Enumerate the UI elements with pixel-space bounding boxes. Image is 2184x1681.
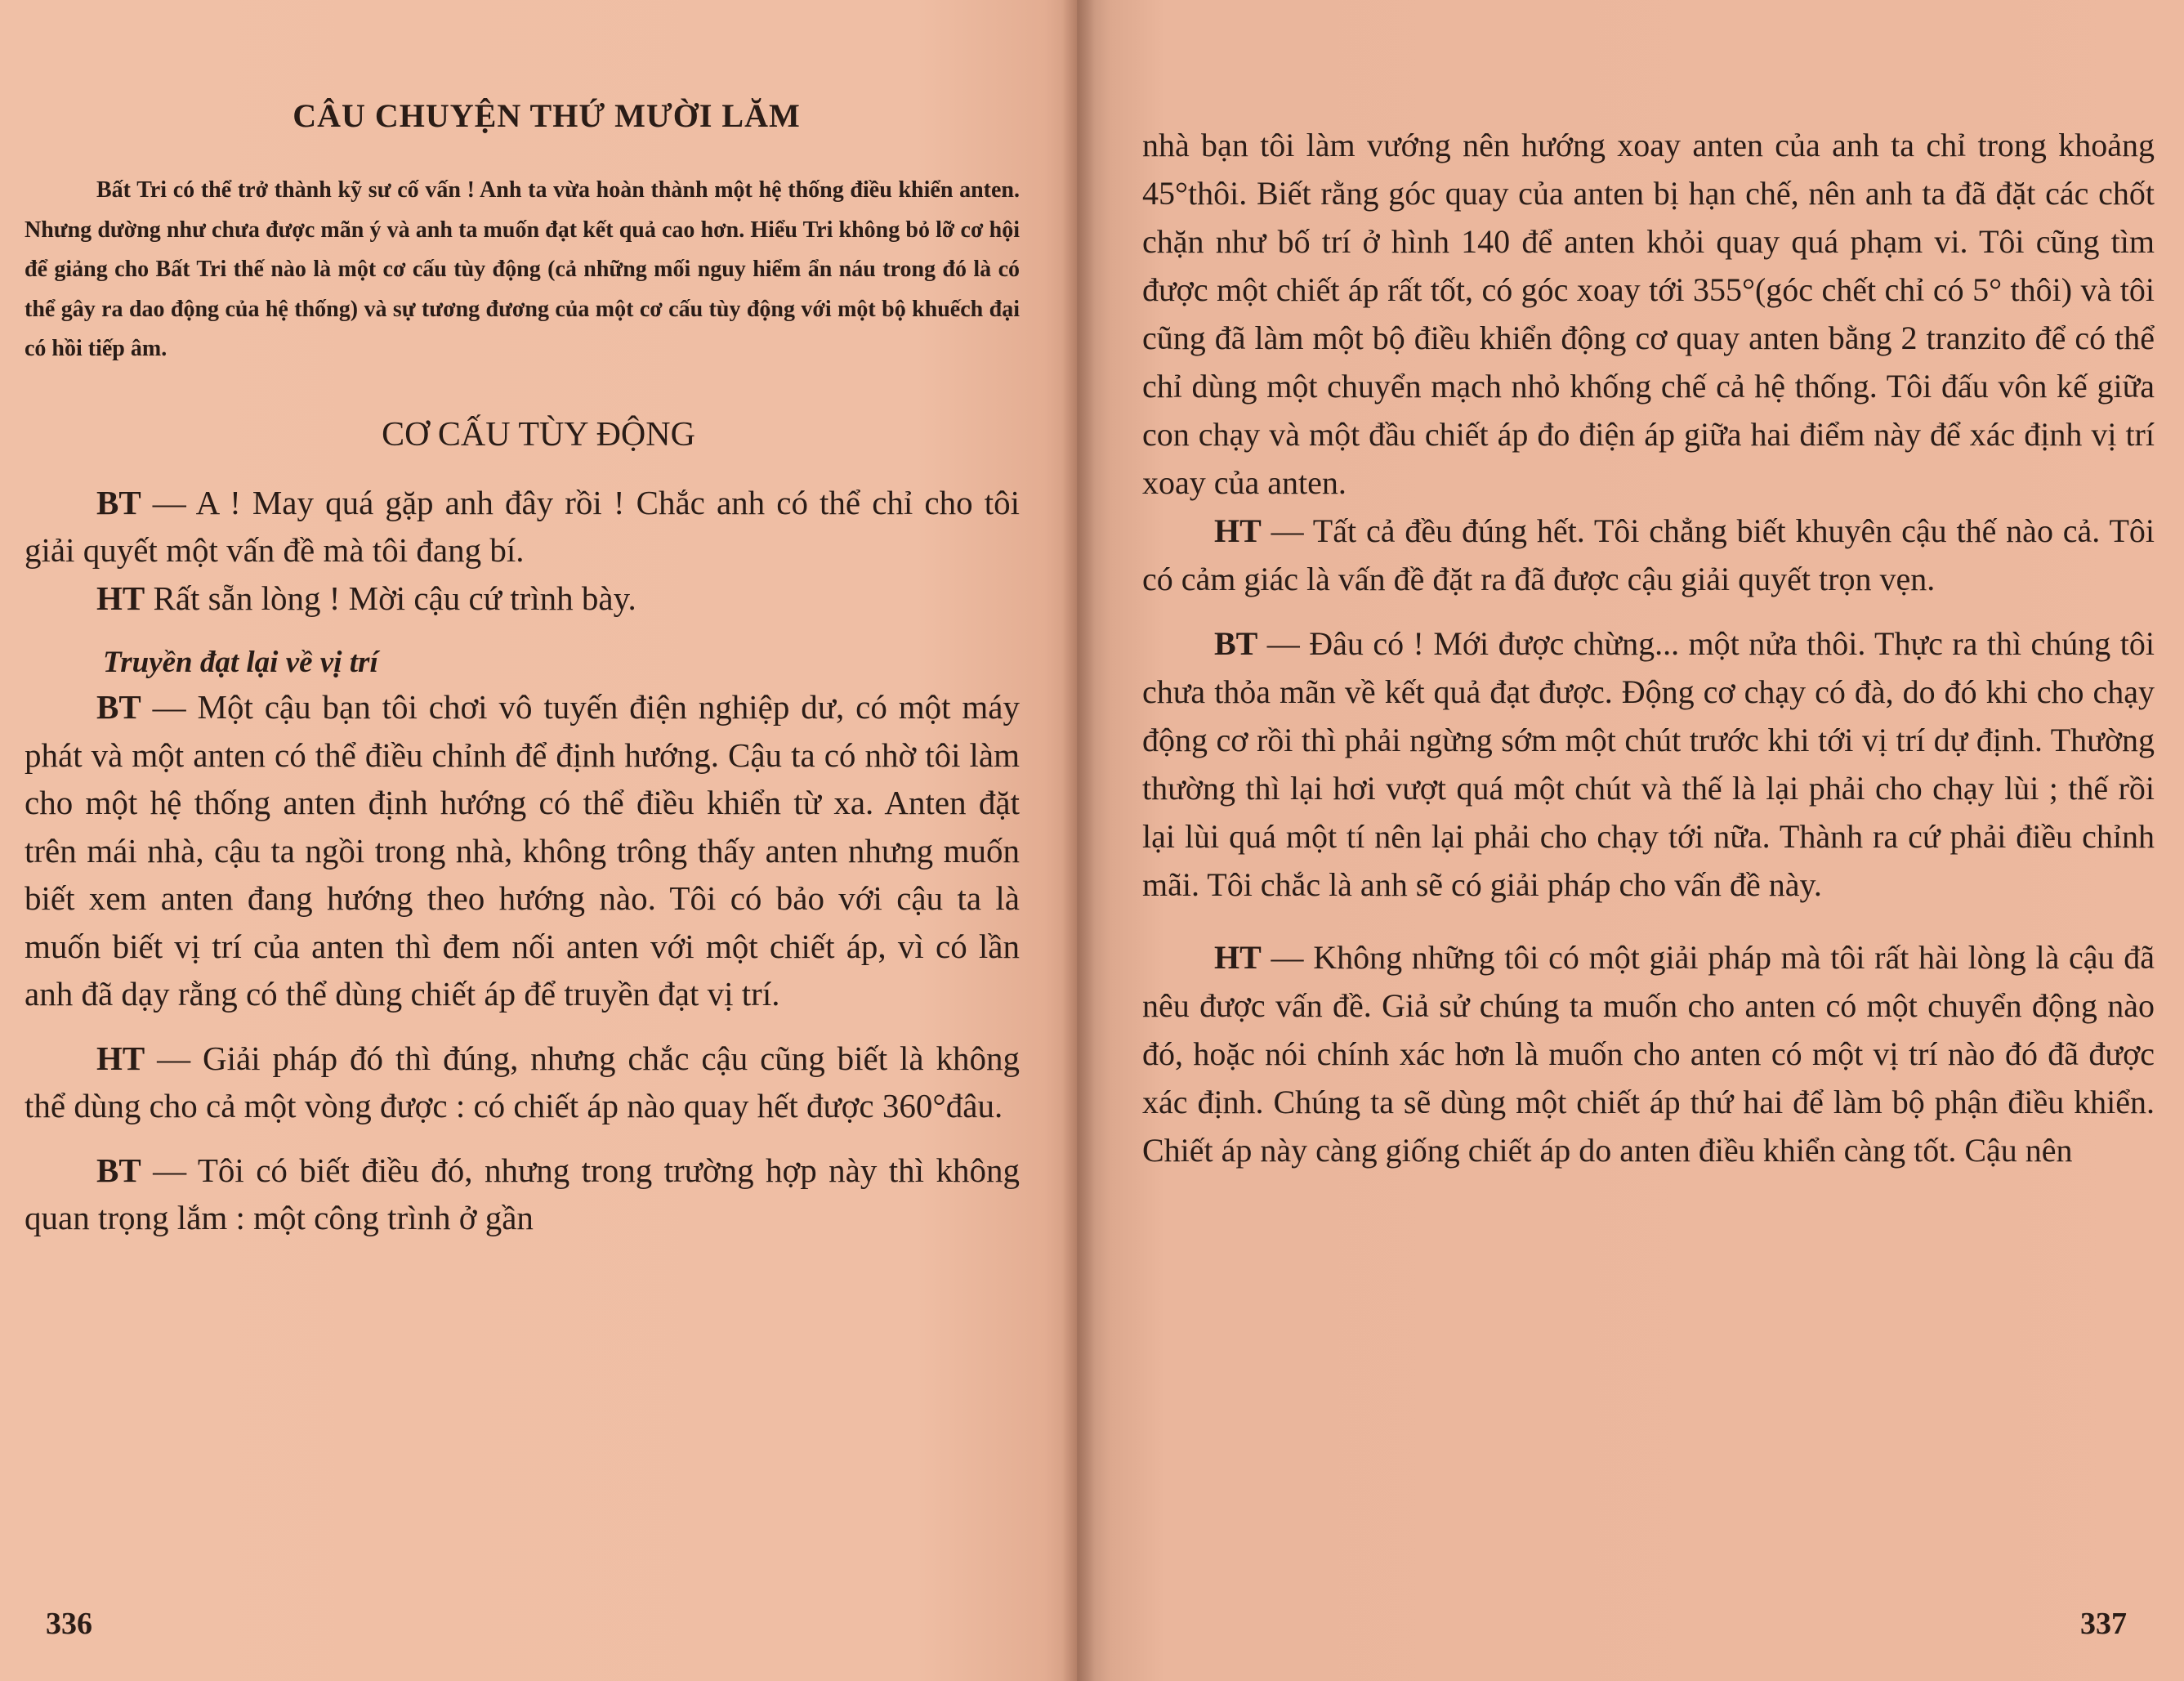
paragraph-text: — Một cậu bạn tôi chơi vô tuyến điện nghiệp dư, có một máy phát và một anten có thể điều chỉnh để định hướng. Cậu ta có nhờ tôi làm cho một hệ thống anten định hướng có thể điều khiển từ xa. Anten đặt trên mái nhà, cậu ta ngồi trong nhà, không trông thấy anten nhưng muốn biết xem anten đang hướng theo hướng nào. Tôi có bảo với cậu ta là muốn biết vị trí của anten thì đem nối anten với một chiết áp, vì có lần anh đã dạy rằng có thể dùng chiết áp để truyền đạt vị trí. [25,688,1020,1013]
speaker-label: HT [1214,512,1262,549]
left-page [0,0,1077,1681]
speaker-label: BT [96,483,141,521]
chapter-title: CÂU CHUYỆN THỨ MƯỜI LĂM [293,97,801,134]
paragraph-text: — Không những tôi có một giải pháp mà tôi rất hài lòng là cậu đã nêu được vấn đề. Giả sử chúng ta muốn cho anten có một chuyển động nào đó, hoặc nói chính xác hơn là muốn cho anten có một vị trí nào đó đã được xác định. Chúng ta sẽ dùng một chiết áp thứ hai để làm bộ phận điều khiển. Chiết áp này càng giống chiết áp do anten điều khiển càng tốt. Cậu nên [1142,939,2155,1169]
paragraph-text: Rất sẵn lòng ! Mời cậu cứ trình bày. [145,579,636,617]
paragraph-text: — Tất cả đều đúng hết. Tôi chẳng biết khuyên cậu thế nào cả. Tôi có cảm giác là vấn đề đặt ra đã được cậu giải quyết trọn vẹn. [1142,512,2155,597]
section-title: CƠ CẤU TÙY ĐỘNG [382,415,695,454]
chapter-intro: Bất Tri có thể trở thành kỹ sư cố vấn ! Anh ta vừa hoàn thành một hệ thống điều khiển anten. Nhưng dường như chưa được mãn ý và anh ta muốn đạt kết quả cao hơn. Hiểu Tri không bỏ lỡ cơ hội để giảng cho Bất Tri thế nào là một cơ cấu tùy động (cả những mối nguy hiểm ẩn náu trong đó là có thể gây ra dao động của hệ thống) và sự tương đương của một cơ cấu tùy động với một bộ khuếch đại có hồi tiếp âm. [25,177,1020,361]
paragraph-ht-2 [25,1035,1020,1130]
paragraph-bt-3 [25,1147,1020,1242]
paragraph-text: — A ! May quá gặp anh đây rồi ! Chắc anh có thể chỉ cho tôi giải quyết một vấn đề mà tôi đang bí. [25,483,1020,569]
speaker-label: BT [96,1151,141,1189]
speaker-label: BT [96,688,141,726]
paragraph-bt-4 [1142,619,2155,909]
subheading: Truyền đạt lại về vị trí [103,646,378,679]
paragraph-text: — Đâu có ! Mới được chừng... một nửa thôi. Thực ra thì chúng tôi chưa thỏa mãn về kết quả đạt được. Động cơ chạy có đà, do đó khi cho chạy động cơ rồi thì phải ngừng sớm một chút trước khi tới vị trí dự định. Thường thường thì lại hơi vượt quá một chút và thế là lại phải cho chạy lùi ; thế rồi lại lùi quá một tí nên lại phải cho chạy tới nữa. Thành ra cứ phải điều chỉnh mãi. Tôi chắc là anh sẽ có giải pháp cho vấn đề này. [1142,625,2155,903]
paragraph-bt-1 [25,479,1020,574]
paragraph-ht-4 [1142,933,2155,1174]
paragraph-ht-3 [1142,507,2155,603]
speaker-label: BT [1214,625,1258,662]
book-gutter [1062,0,1095,1681]
page-number-right: 337 [2080,1607,2127,1641]
speaker-label: HT [96,579,145,617]
speaker-label: HT [96,1039,145,1077]
page-number-left: 336 [46,1607,92,1641]
right-page [1077,0,2184,1681]
paragraph-ht-1 [25,574,1020,623]
paragraph-text: — Tôi có biết điều đó, nhưng trong trường hợp này thì không quan trọng lắm : một công trình ở gần [25,1151,1020,1236]
paragraph-continued: nhà bạn tôi làm vướng nên hướng xoay anten của anh ta chỉ trong khoảng 45°thôi. Biết rằng góc quay của anten bị hạn chế, nên anh ta đã đặt các chốt chặn như bố trí ở hình 140 để anten khỏi quay quá phạm vi. Tôi cũng tìm được một chiết áp rất tốt, có góc xoay tới 355°(góc chết chỉ có 5° thôi) và tôi cũng đã làm một bộ điều khiển động cơ quay anten bằng 2 tranzito để có thể chỉ dùng một chuyển mạch nhỏ khống chế cả hệ thống. Tôi đấu vôn kế giữa con chạy và một đầu chiết áp đo điện áp giữa hai điểm này để xác định vị trí xoay của anten. [1142,127,2155,501]
paragraph-bt-2 [25,683,1020,1018]
paragraph-text: — Giải pháp đó thì đúng, nhưng chắc cậu cũng biết là không thể dùng cho cả một vòng được : có chiết áp nào quay hết được 360°đâu. [25,1039,1020,1124]
speaker-label: HT [1214,939,1262,976]
